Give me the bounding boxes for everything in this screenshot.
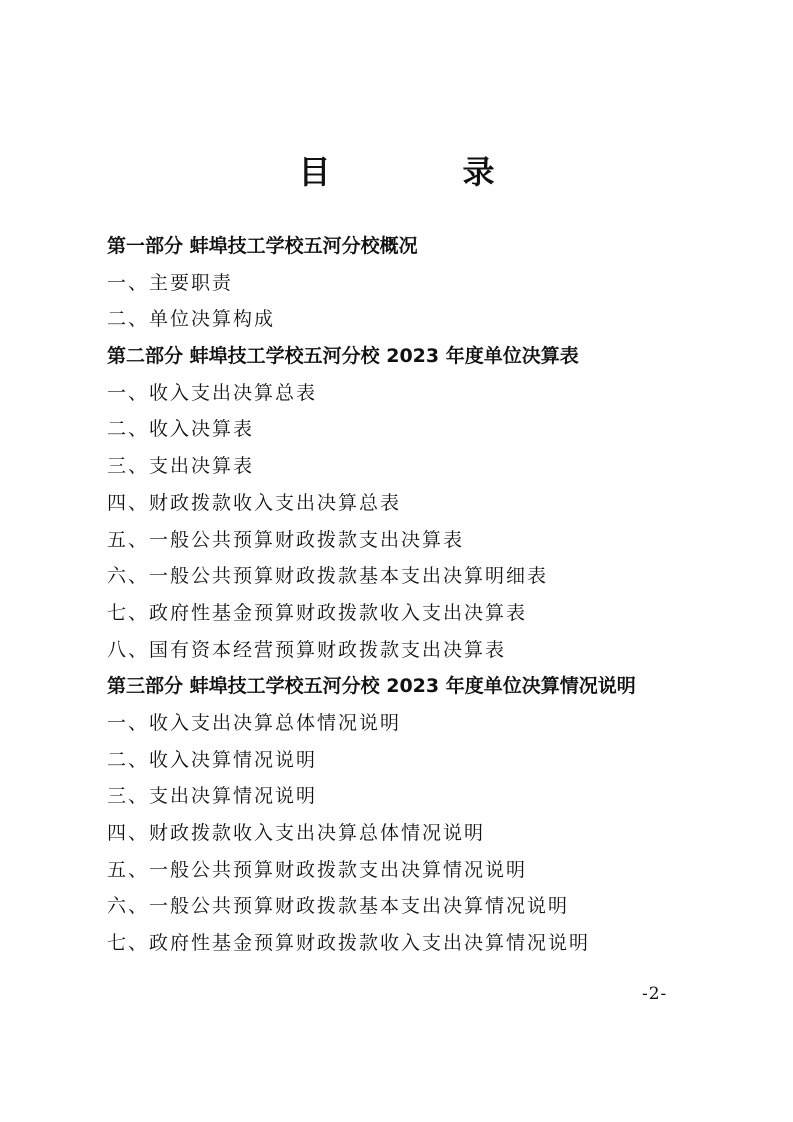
toc-item: 五、一般公共预算财政拨款支出决算情况说明: [107, 858, 528, 881]
toc-item: 一、主要职责: [107, 271, 234, 294]
toc-item: 一、收入支出决算总表: [107, 381, 318, 404]
toc-item: 四、财政拨款收入支出决算总体情况说明: [107, 822, 486, 844]
page-title: 目 录: [298, 153, 545, 191]
toc-item: 七、政府性基金预算财政拨款收入支出决算表: [107, 601, 528, 624]
page-number: -2-: [642, 984, 668, 1004]
toc-item: 二、收入决算表: [107, 418, 255, 441]
toc-item: 二、收入决算情况说明: [107, 748, 318, 771]
table-of-contents: [107, 228, 727, 962]
toc-item: 三、支出决算表: [107, 455, 255, 478]
toc-item: 二、单位决算构成: [107, 308, 276, 331]
toc-item: 六、一般公共预算财政拨款基本支出决算情况说明: [107, 895, 570, 918]
toc-item: 四、财政拨款收入支出决算总表: [107, 491, 402, 514]
toc-item: 三、支出决算情况说明: [107, 785, 318, 808]
toc-item: 六、一般公共预算财政拨款基本支出决算明细表: [107, 565, 549, 588]
toc-part-3: 第三部分 蚌埠技工学校五河分校 2023 年度单位决算情况说明: [107, 675, 636, 698]
toc-part-2: 第二部分 蚌埠技工学校五河分校 2023 年度单位决算表: [107, 345, 579, 368]
toc-item: 八、国有资本经营预算财政拨款支出决算表: [107, 638, 507, 661]
toc-part-1: 第一部分 蚌埠技工学校五河分校概况: [107, 235, 418, 257]
toc-item: 一、收入支出决算总体情况说明: [107, 711, 402, 734]
toc-item: 七、政府性基金预算财政拨款收入支出决算情况说明: [107, 932, 591, 955]
toc-item: 五、一般公共预算财政拨款支出决算表: [107, 528, 465, 551]
